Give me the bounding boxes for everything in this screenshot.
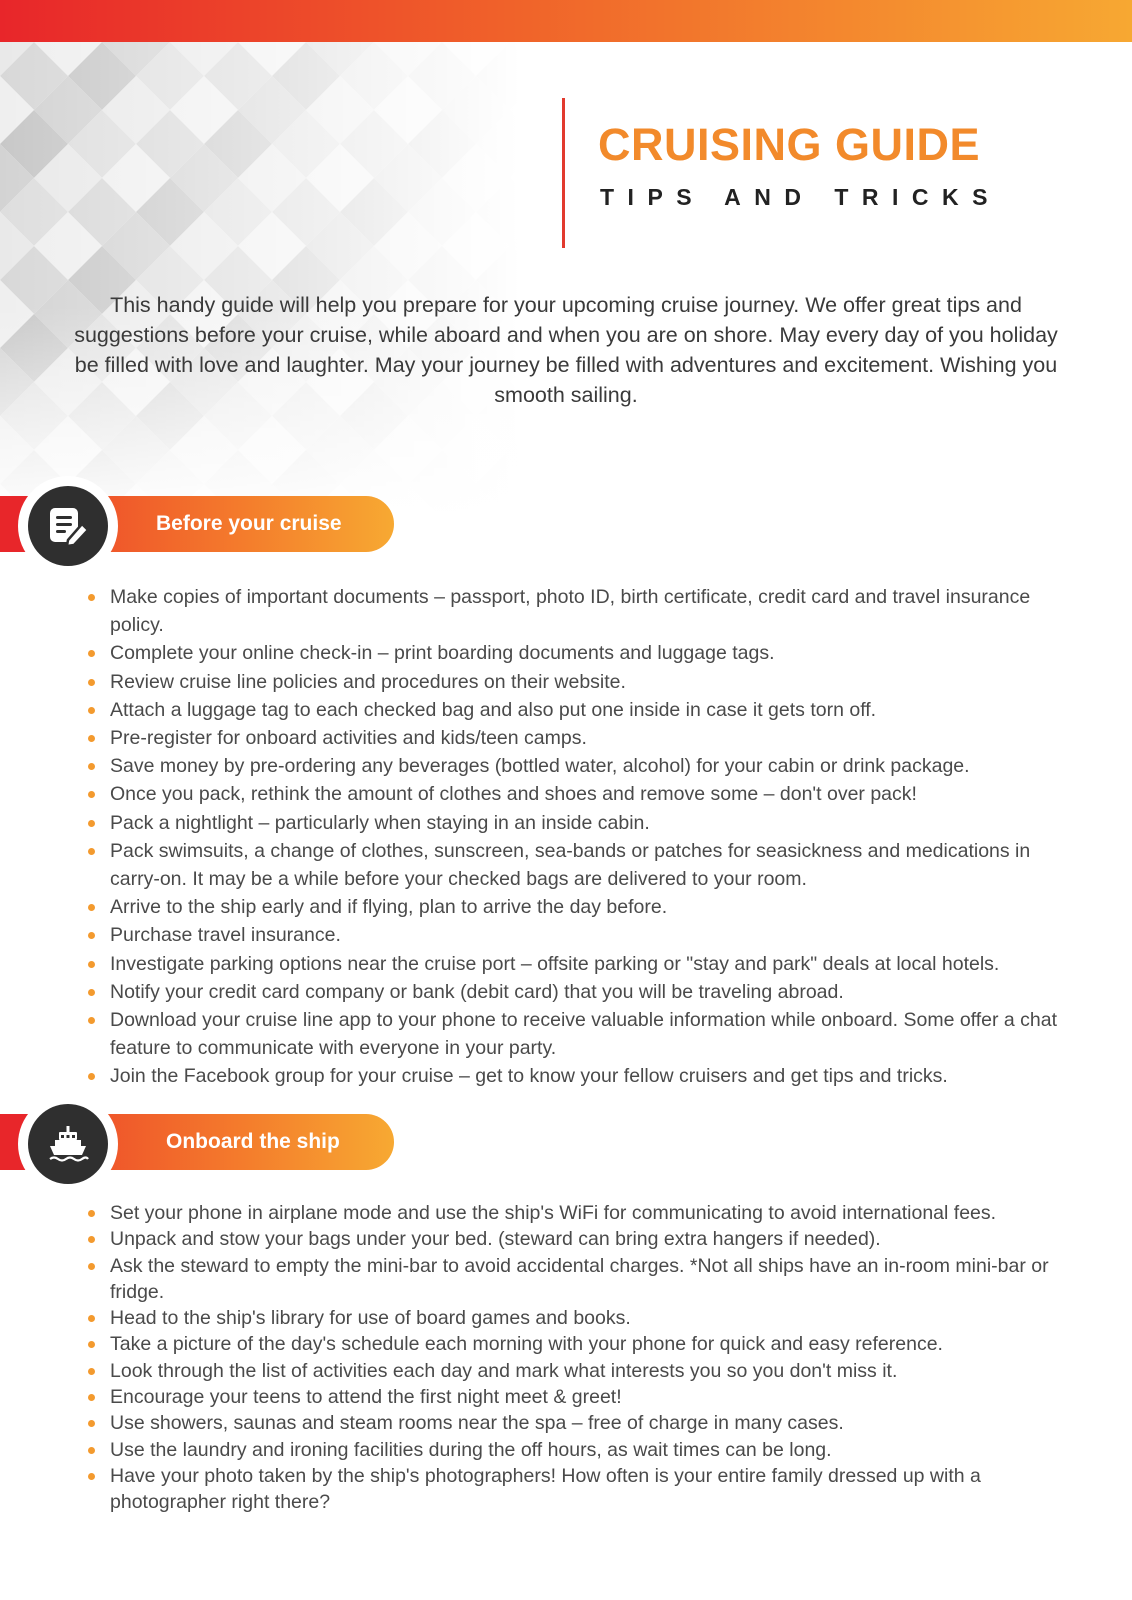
list-item: Once you pack, rethink the amount of clothes and shoes and remove some – don't over pack! bbox=[88, 780, 1078, 808]
list-item: Download your cruise line app to your phone to receive valuable information while onboard. Some offer a chat feature to communicate with everyone in your party. bbox=[88, 1006, 1078, 1062]
list-item: Arrive to the ship early and if flying, plan to arrive the day before. bbox=[88, 893, 1078, 921]
list-item: Head to the ship's library for use of board games and books. bbox=[88, 1305, 1078, 1331]
list-item: Have your photo taken by the ship's photographers! How often is your entire family dressed up with a photographer right there? bbox=[88, 1463, 1078, 1516]
list-item: Take a picture of the day's schedule each morning with your phone for quick and easy reference. bbox=[88, 1331, 1078, 1357]
list-item: Complete your online check-in – print boarding documents and luggage tags. bbox=[88, 639, 1078, 667]
top-gradient-bar bbox=[0, 0, 1132, 42]
list-item: Ask the steward to empty the mini-bar to avoid accidental charges. *Not all ships have an in-room mini-bar or fridge. bbox=[88, 1253, 1078, 1306]
onboard-ship-list bbox=[88, 1200, 1078, 1516]
intro-paragraph: This handy guide will help you prepare for your upcoming cruise journey. We offer great tips and suggestions before your cruise, while aboard and when you are on shore. May every day of you holiday be filled with love and laughter. May your journey be filled with adventures and excitement. Wishing you smooth sailing. bbox=[74, 293, 1058, 407]
list-item: Notify your credit card company or bank (debit card) that you will be traveling abroad. bbox=[88, 978, 1078, 1006]
before-cruise-list bbox=[88, 583, 1078, 1091]
list-item: Pre-register for onboard activities and kids/teen camps. bbox=[88, 724, 1078, 752]
list-item: Use showers, saunas and steam rooms near the spa – free of charge in many cases. bbox=[88, 1410, 1078, 1436]
list-item: Unpack and stow your bags under your bed. (steward can bring extra hangers if needed). bbox=[88, 1226, 1078, 1252]
list-item: Look through the list of activities each day and mark what interests you so you don't miss it. bbox=[88, 1358, 1078, 1384]
title-block bbox=[562, 98, 1042, 248]
list-item: Encourage your teens to attend the first night meet & greet! bbox=[88, 1384, 1078, 1410]
diamond-background-pattern bbox=[0, 42, 520, 522]
list-item: Purchase travel insurance. bbox=[88, 921, 1078, 949]
list-item: Review cruise line policies and procedures on their website. bbox=[88, 668, 1078, 696]
section-title: Onboard the ship bbox=[166, 1130, 340, 1153]
list-item: Pack swimsuits, a change of clothes, sunscreen, sea-bands or patches for seasickness and medications in carry-on. It may be a while before your checked bags are delivered to your room. bbox=[88, 837, 1078, 893]
list-item: Make copies of important documents – passport, photo ID, birth certificate, credit card and travel insurance policy. bbox=[88, 583, 1078, 639]
cruise-ship-icon bbox=[44, 1120, 92, 1168]
list-item: Save money by pre-ordering any beverages (bottled water, alcohol) for your cabin or drink package. bbox=[88, 752, 1078, 780]
list-item: Attach a luggage tag to each checked bag and also put one inside in case it gets torn off. bbox=[88, 696, 1078, 724]
list-item: Join the Facebook group for your cruise – get to know your fellow cruisers and get tips and tricks. bbox=[88, 1062, 1078, 1090]
section-header-onboard bbox=[0, 1094, 400, 1194]
list-item: Set your phone in airplane mode and use the ship's WiFi for communicating to avoid international fees. bbox=[88, 1200, 1078, 1226]
notepad-pencil-icon bbox=[44, 502, 92, 550]
section-title: Before your cruise bbox=[156, 512, 342, 535]
section-header-before-cruise bbox=[0, 476, 400, 576]
page-title: CRUISING GUIDE bbox=[598, 119, 981, 170]
title-divider bbox=[562, 98, 565, 248]
list-item: Use the laundry and ironing facilities during the off hours, as wait times can be long. bbox=[88, 1437, 1078, 1463]
list-item: Pack a nightlight – particularly when staying in an inside cabin. bbox=[88, 809, 1078, 837]
page-subtitle: TIPS AND TRICKS bbox=[600, 184, 1001, 210]
list-item: Investigate parking options near the cruise port – offsite parking or "stay and park" deals at local hotels. bbox=[88, 950, 1078, 978]
